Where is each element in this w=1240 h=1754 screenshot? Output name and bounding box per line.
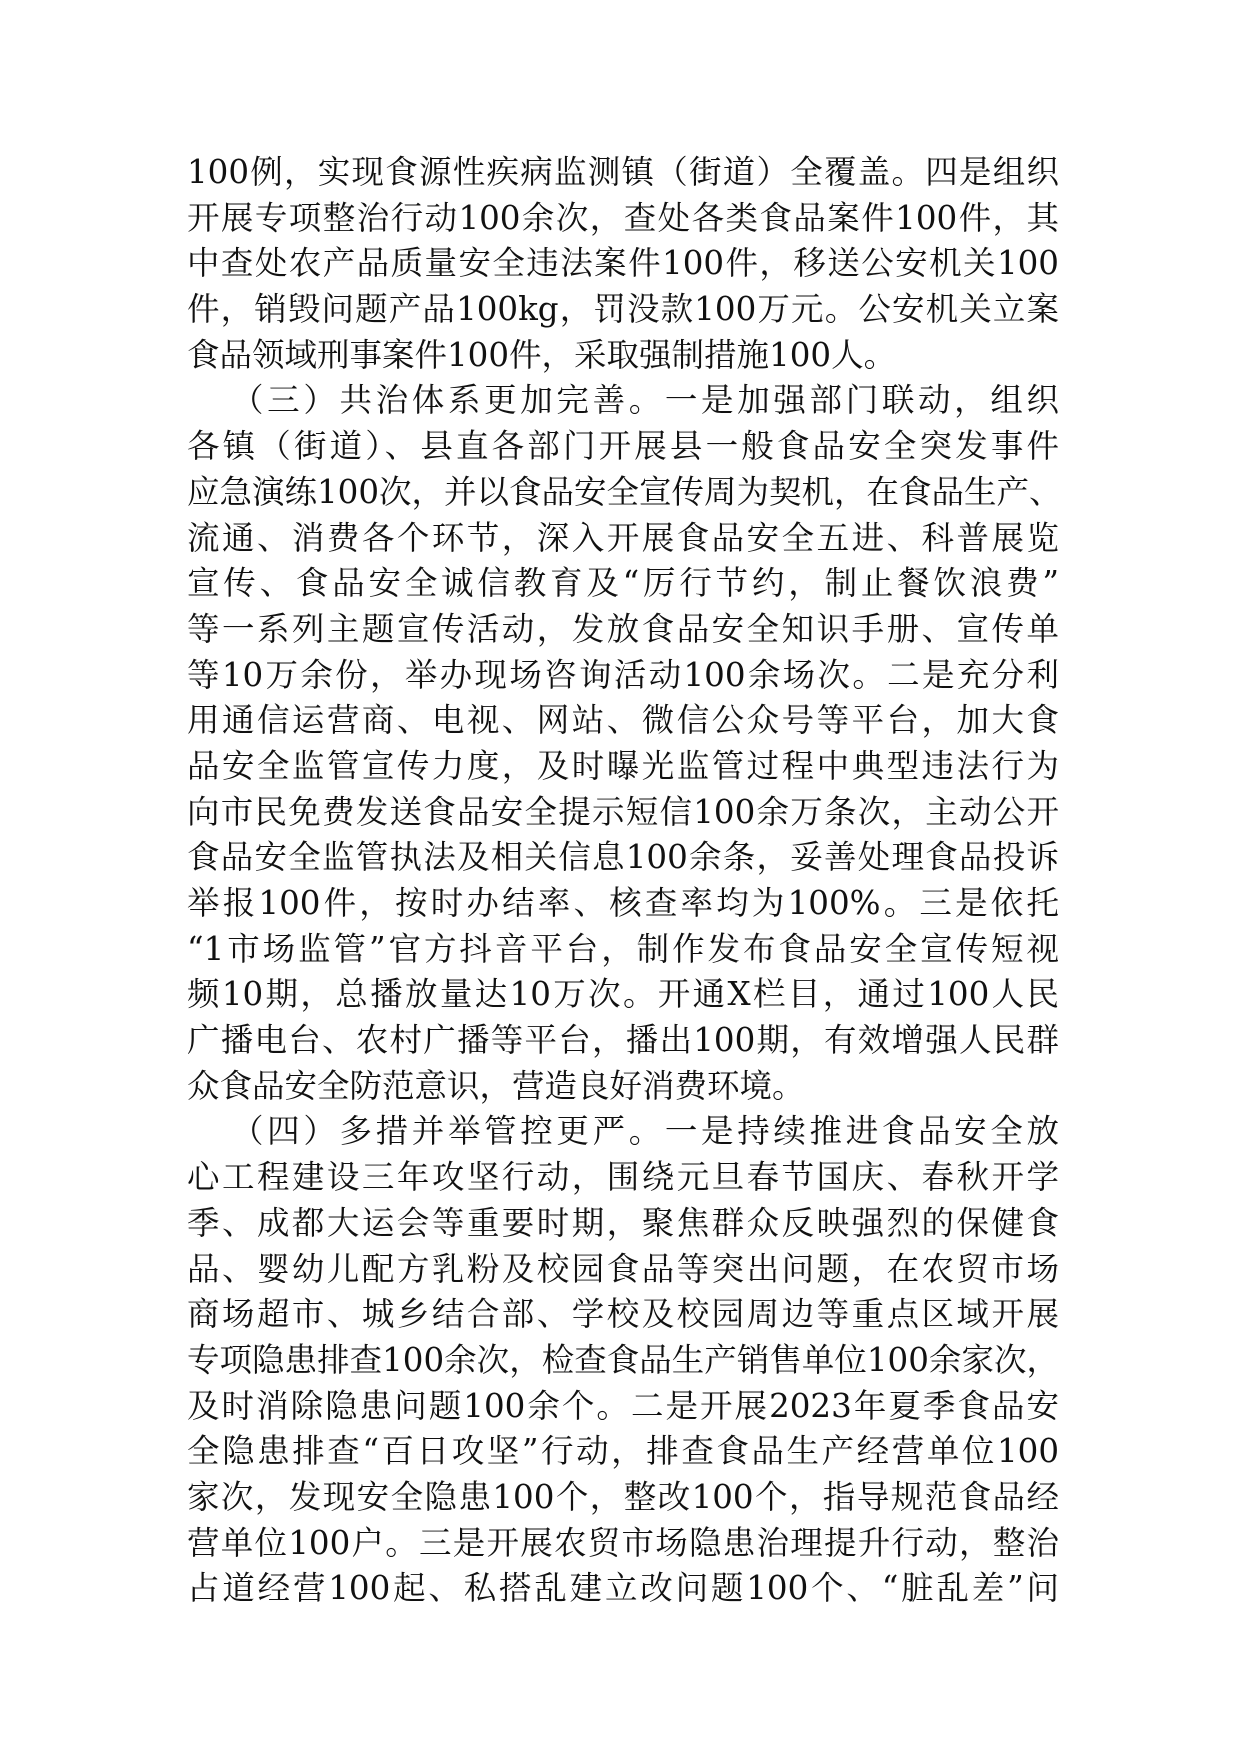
text-line: 食品领域刑事案件100件，采取强制措施100人。 xyxy=(187,335,897,374)
text-line: 应急演练100次，并以食品安全宣传周为契机，在食品生产、 xyxy=(187,472,1062,511)
text-line: 食品安全监管执法及相关信息100余条，妥善处理食品投诉 xyxy=(187,838,1059,877)
text-line: 频10期，总播放量达10万次。开通X栏目，通过100人民 xyxy=(187,975,1059,1014)
text-line: 中查处农产品质量安全违法案件100件，移送公安机关100 xyxy=(187,244,1059,283)
text-line: 商场超市、城乡结合部、学校及校园周边等重点区域开展 xyxy=(187,1295,1059,1334)
text-line: 全隐患排查“百日攻坚”行动，排查食品生产经营单位100 xyxy=(187,1432,1059,1471)
text-line: 占道经营100起、私搭乱建立改问题100个、“脏乱差”问 xyxy=(187,1569,1059,1608)
text-line: 各镇（街道）、县直各部门开展县一般食品安全突发事件 xyxy=(187,427,1059,466)
text-line: 专项隐患排查100余次，检查食品生产销售单位100余家次， xyxy=(187,1340,1059,1379)
text-line: 心工程建设三年攻坚行动，围绕元旦春节国庆、春秋开学 xyxy=(187,1158,1059,1197)
text-line: 用通信运营商、电视、网站、微信公众号等平台，加大食 xyxy=(187,701,1059,740)
body-text xyxy=(187,150,1062,1612)
text-line: 及时消除隐患问题100余个。二是开展2023年夏季食品安 xyxy=(187,1386,1059,1425)
text-line: 家次，发现安全隐患100个，整改100个，指导规范食品经 xyxy=(187,1477,1059,1516)
text-line: 宣传、食品安全诚信教育及“厉行节约，制止餐饮浪费” xyxy=(187,564,1059,603)
text-line: 等10万余份，举办现场咨询活动100余场次。二是充分利 xyxy=(187,655,1059,694)
text-line: 100例，实现食源性疾病监测镇（街道）全覆盖。四是组织 xyxy=(187,153,1059,191)
text-line: 品、婴幼儿配方乳粉及校园食品等突出问题，在农贸市场 xyxy=(187,1249,1059,1288)
text-line: 等一系列主题宣传活动，发放食品安全知识手册、宣传单 xyxy=(187,609,1059,648)
text-line: “1市场监管”官方抖音平台，制作发布食品安全宣传短视 xyxy=(187,929,1059,968)
text-line: 众食品安全防范意识，营造良好消费环境。 xyxy=(187,1066,805,1105)
text-line: 向市民免费发送食品安全提示短信100余万条次，主动公开 xyxy=(187,792,1059,831)
text-line: 件，销毁问题产品100kg，罚没款100万元。公安机关立案 xyxy=(187,290,1059,329)
text-line: 营单位100户。三是开展农贸市场隐患治理提升行动，整治 xyxy=(187,1523,1059,1562)
text-line: 广播电台、农村广播等平台，播出100期，有效增强人民群 xyxy=(187,1021,1059,1060)
text-line: 流通、消费各个环节，深入开展食品安全五进、科普展览 xyxy=(187,518,1059,557)
text-line: 季、成都大运会等重要时期，聚焦群众反映强烈的保健食 xyxy=(187,1203,1059,1242)
text-line: 品安全监管宣传力度，及时曝光监管过程中典型违法行为 xyxy=(187,746,1059,785)
section-heading-line: （四）多措并举管控更严。一是持续推进食品安全放 xyxy=(231,1112,1059,1151)
text-line: 开展专项整治行动100余次，查处各类食品案件100件，其 xyxy=(187,198,1059,237)
text-line: 举报100件，按时办结率、核查率均为100%。三是依托 xyxy=(187,884,1059,922)
section-heading-line: （三）共治体系更加完善。一是加强部门联动，组织 xyxy=(231,381,1059,420)
